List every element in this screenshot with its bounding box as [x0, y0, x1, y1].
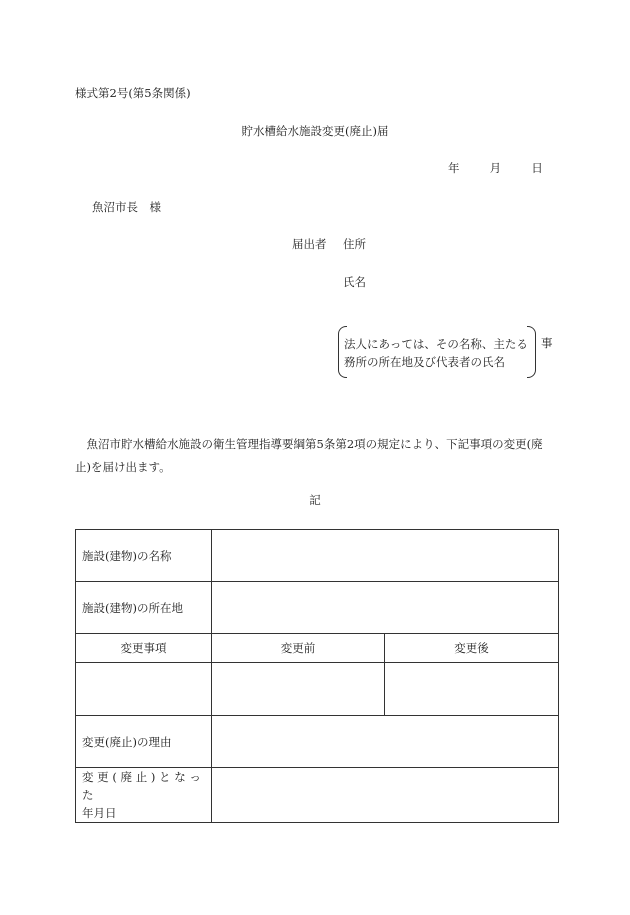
address-label: 住所 — [343, 237, 366, 251]
corporate-note-line2: 務所の所在地及び代表者の氏名 — [344, 355, 505, 369]
corporate-note — [338, 326, 536, 376]
date-year: 年 — [448, 161, 460, 175]
table-row — [76, 663, 559, 716]
document-title: 貯水槽給水施設変更(廃止)届 — [241, 124, 389, 138]
before-header: 変更前 — [212, 634, 385, 663]
date-line — [448, 160, 543, 176]
change-date-label-line2: 年月日 — [82, 806, 117, 820]
change-date-field[interactable] — [212, 768, 559, 823]
table-row — [76, 634, 559, 663]
change-date-label — [76, 768, 212, 823]
change-date-label-line1: 変更(廃止)となった — [82, 770, 205, 802]
reason-label: 変更(廃止)の理由 — [76, 716, 212, 768]
name-label: 氏名 — [343, 275, 366, 289]
change-item-field[interactable] — [76, 663, 212, 716]
table-row — [76, 768, 559, 823]
reason-field[interactable] — [212, 716, 559, 768]
table-row — [76, 716, 559, 768]
facility-location-label: 施設(建物)の所在地 — [76, 582, 212, 634]
body-paragraph: 魚沼市貯水槽給水施設の衛生管理指導要綱第5条第2項の規定により、下記事項の変更(廃止)を届け出ます。 — [75, 437, 543, 474]
corporate-note-text — [344, 335, 528, 371]
facility-name-label: 施設(建物)の名称 — [76, 530, 212, 582]
table-row — [76, 582, 559, 634]
date-day: 日 — [531, 161, 543, 175]
change-item-header: 変更事項 — [76, 634, 212, 663]
facility-location-field[interactable] — [212, 582, 559, 634]
before-field[interactable] — [212, 663, 385, 716]
after-field[interactable] — [385, 663, 559, 716]
corporate-note-line1: 法人にあっては、その名称、主たる — [344, 337, 528, 351]
form-table — [75, 529, 559, 823]
ki-label: 記 — [309, 493, 321, 507]
form-number: 様式第2号(第5条関係) — [75, 86, 191, 100]
facility-name-field[interactable] — [212, 530, 559, 582]
corporate-note-suffix: 事 — [541, 336, 553, 350]
table-row — [76, 530, 559, 582]
notifier-label: 届出者 — [292, 237, 327, 251]
after-header: 変更後 — [385, 634, 559, 663]
addressee: 魚沼市長 様 — [92, 200, 161, 214]
date-month: 月 — [489, 161, 502, 175]
right-bracket — [527, 326, 536, 378]
